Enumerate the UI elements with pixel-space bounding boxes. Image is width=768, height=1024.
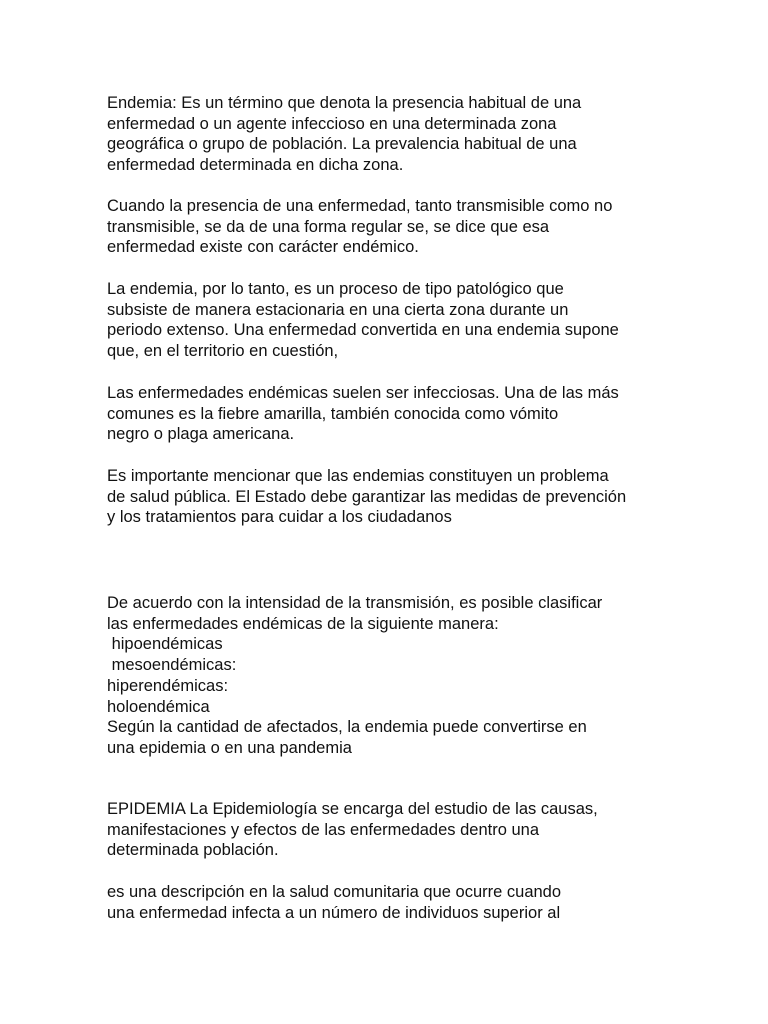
- paragraph-endemia-definition: Endemia: Es un término que denota la presencia habitual de una enfermedad o un agente infeccioso en una determinada zona geográfica o grupo de población. La prevalencia habitual de una enfermedad determinada en dicha zona.: [107, 94, 582, 175]
- paragraph-public-health: Es importante mencionar que las endemias constituyen un problema de salud pública. El Estado debe garantizar las medidas de prevención y los tratamientos para cuidar a los ciudadanos: [107, 467, 627, 527]
- paragraph-pathological-process: La endemia, por lo tanto, es un proceso de tipo patológico que subsiste de manera estacionaria en una cierta zona durante un periodo extenso. Una enfermedad convertida en una endemia supone que, en el territorio en cuestión,: [107, 280, 619, 361]
- paragraph-infectious-examples: Las enfermedades endémicas suelen ser infecciosas. Una de las más comunes es la fiebre amarilla, también conocida como vómito negro o plaga americana.: [107, 384, 619, 444]
- paragraph-epidemia-description: es una descripción en la salud comunitaria que ocurre cuando una enfermedad infecta a un número de individuos superior al: [107, 883, 562, 922]
- paragraph-classification: De acuerdo con la intensidad de la transmisión, es posible clasificar las enfermedades endémicas de la siguiente manera: hipoendémicas mesoendémicas: hiperendémicas: holoendémica Según la cantidad de afectados, la endemia puede convertirse en una epidemia o en una pandemia: [107, 594, 603, 757]
- paragraph-epidemia: EPIDEMIA La Epidemiología se encarga del estudio de las causas, manifestaciones y efectos de las enfermedades dentro una determinada población.: [107, 800, 598, 860]
- paragraph-endemic-character: Cuando la presencia de una enfermedad, tanto transmisible como no transmisible, se da de una forma regular se, se dice que esa enfermedad existe con carácter endémico.: [107, 197, 613, 257]
